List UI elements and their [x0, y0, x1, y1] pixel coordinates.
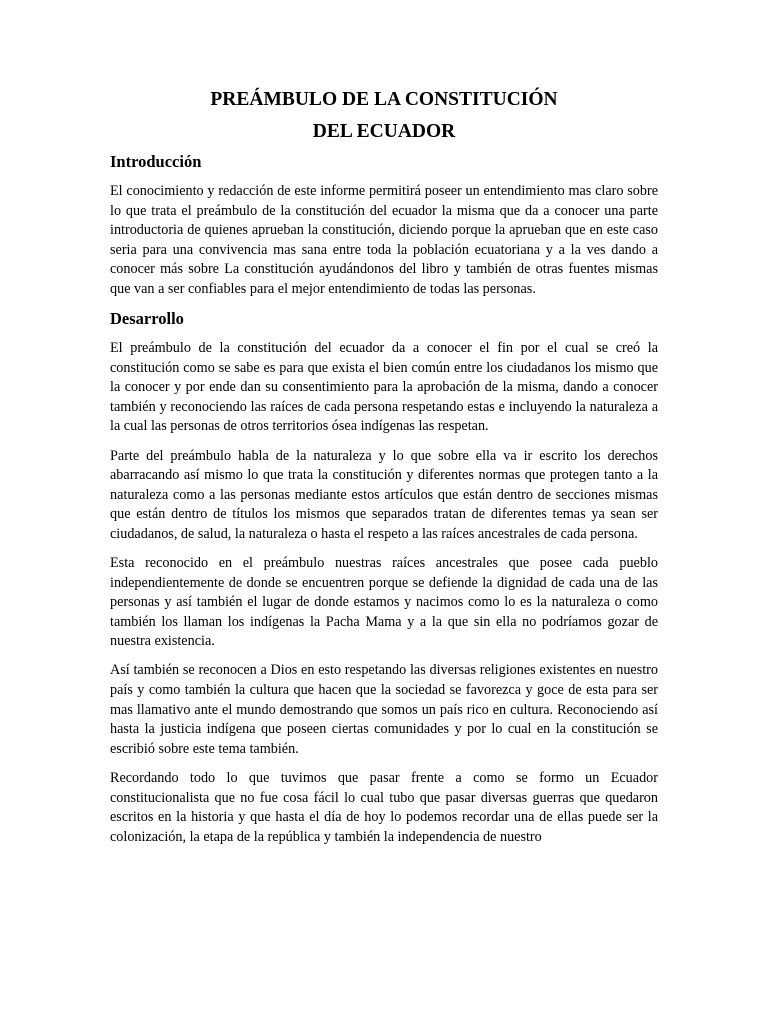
- document-title: [110, 84, 658, 148]
- paragraph: Esta reconocido en el preámbulo nuestras raíces ancestrales que posee cada pueblo independientemente de donde se encuentren porque se defiende la dignidad de cada una de las personas y así también el lugar de donde estamos y nacimos como lo es la naturaleza o como también los llaman los indígenas la Pacha Mama y a la que sin ella no podríamos gozar de nuestra existencia.: [110, 555, 658, 650]
- document-page: [110, 84, 658, 847]
- paragraph: Parte del preámbulo habla de la naturaleza y lo que sobre ella va ir escrito los derechos abarracando así mismo lo que trata la constitución y diferentes normas que protegen tanto a la naturaleza como a las personas mediante estos artículos que están dentro de secciones mismas que están dentro de títulos los mismos que separados tratan de diferentes temas ya sean ser ciudadanos, de salud, la naturaleza o hasta el respeto a las raíces ancestrales de cada persona.: [110, 447, 658, 542]
- paragraph: El preámbulo de la constitución del ecuador da a conocer el fin por el cual se creó la constitución como se sabe es para que exista el bien común entre los ciudadanos los mismo que la conocer y por ende dan su consentimiento para la aprobación de la misma, dando a conocer también y reconociendo las raíces de cada persona respetando estas e incluyendo la naturaleza a la cual las personas de otros territorios ósea indígenas las respetan.: [110, 340, 658, 435]
- section-heading-introduccion: Introducción: [110, 152, 202, 171]
- paragraph: El conocimiento y redacción de este informe permitirá poseer un entendimiento mas claro sobre lo que trata el preámbulo de la constitución del ecuador la misma que da a conocer una parte introductoria de quienes aprueban la constitución, diciendo porque la aprueban que en este caso seria para una convivencia mas sana entre toda la población ecuatoriana y a la ves dando a conocer más sobre La constitución ayudándonos del libro y también de otras fuentes mismas que van a ser confiables para el mejor entendimiento de todas las personas.: [110, 183, 658, 297]
- title-line-1: PREÁMBULO DE LA CONSTITUCIÓN: [210, 89, 558, 110]
- paragraph: Recordando todo lo que tuvimos que pasar frente a como se formo un Ecuador constitucionalista que no fue cosa fácil lo cual tubo que pasar diversas guerras que quedaron escritos en la historia y que hasta el día de hoy lo podemos recordar una de ellas puede ser la colonización, la etapa de la república y también la independencia de nuestro: [110, 769, 658, 845]
- section-heading-desarrollo: Desarrollo: [110, 309, 184, 329]
- title-line-2: DEL ECUADOR: [312, 121, 456, 142]
- paragraph: Así también se reconocen a Dios en esto respetando las diversas religiones existentes en nuestro país y como también la cultura que hacen que la sociedad se favorezca y goce de esta para ser mas llamativo ante el mundo demostrando que somos un país rico en cultura. Reconociendo así hasta la justicia indígena que poseen ciertas comunidades y por lo cual en la constitución se escribió sobre este tema también.: [110, 662, 658, 757]
